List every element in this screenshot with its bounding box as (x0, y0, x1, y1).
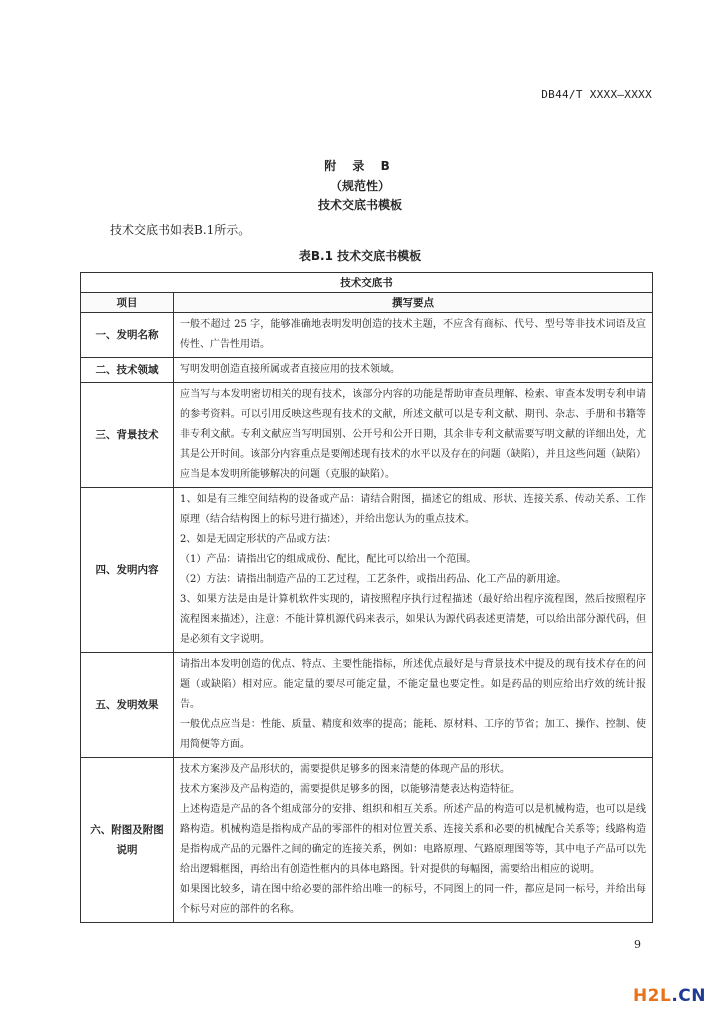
document-code: DB44/T XXXX—XXXX (541, 88, 652, 101)
row-writing-points (174, 313, 653, 358)
disclosure-template-table (80, 272, 653, 923)
writing-point-paragraph: 一般优点应当是：性能、质量、精度和效率的提高；能耗、原材料、工序的节省；加工、操作、控制、使用简便等方面。 (180, 719, 646, 750)
row-item-label: 二、技术领域 (81, 358, 174, 383)
table-row (81, 758, 653, 923)
table-row (81, 488, 653, 653)
table-row (81, 358, 653, 383)
row-item-label: 五、发明效果 (81, 653, 174, 758)
row-writing-points (174, 358, 653, 383)
site-watermark-logo (633, 986, 706, 1006)
writing-point-paragraph: （1）产品：请指出它的组成成份、配比，配比可以给出一个范围。 (180, 554, 477, 565)
row-writing-points (174, 488, 653, 653)
row-item-label: 四、发明内容 (81, 488, 174, 653)
writing-point-paragraph: 上述构造是产品的各个组成部分的安排、组织和相互关系。所述产品的构造可以是机械构造，也可以是线路构造。机械构造是指构成产品的零部件的相对位置关系、连接关系和必要的机械配合关系等；线路构造是指构成产品的元器件之间的确定的连接关系，例如：电路原理、气路原理图等等，其中电子产品可以先给出逻辑框图，再给出有创造性框内的具体电路图。针对提供的每幅图，需要给出相应的说明。 (180, 804, 646, 875)
table-row (81, 313, 653, 358)
table-row (81, 383, 653, 488)
writing-point-paragraph: 3、如果方法是由是计算机软件实现的，请按照程序执行过程描述（最好给出程序流程图，然后按照程序流程图来描述），注意：不能计算机源代码来表示，如果认为源代码表述更清楚，可以给出部分源代码，但是必须有文字说明。 (180, 594, 646, 645)
table-row (81, 653, 653, 758)
writing-point-paragraph: （2）方法：请指出制造产品的工艺过程，工艺条件，或指出药品、化工产品的新用途。 (180, 574, 567, 585)
writing-point-paragraph: 一般不超过 25 字，能够准确地表明发明创造的技术主题，不应含有商标、代号、型号等非技术词语及宣传性、广告性用语。 (180, 319, 646, 350)
writing-point-paragraph: 如果图比较多，请在图中给必要的部件给出唯一的标号，不同图上的同一件，都应是同一标号，并给出每个标号对应的部件的名称。 (180, 884, 646, 915)
table-body (81, 313, 653, 923)
row-writing-points (174, 383, 653, 488)
writing-point-paragraph: 2、如是无固定形状的产品或方法： (180, 534, 337, 545)
appendix-nature: （规范性） (329, 179, 390, 193)
watermark-part-b: .CN (671, 986, 706, 1006)
table-header-row (81, 293, 653, 313)
row-item-label: 三、背景技术 (81, 383, 174, 488)
row-item-label: 六、附图及附图说明 (81, 758, 174, 923)
writing-point-paragraph: 技术方案涉及产品形状的，需要提供足够多的图来清楚的体现产品的形状。 (180, 764, 510, 775)
table-title-row (81, 273, 653, 293)
row-writing-points (174, 653, 653, 758)
row-writing-points (174, 758, 653, 923)
appendix-name: 技术交底书模板 (317, 198, 402, 212)
writing-point-paragraph: 请指出本发明创造的优点、特点、主要性能指标，所述优点最好是与背景技术中提及的现有技术存在的问题（或缺陷）相对应。能定量的要尽可能定量，不能定量也要定性。如是药品的则应给出疗效的统计报告。 (180, 659, 646, 710)
watermark-part-a: H2L (632, 986, 672, 1006)
writing-point-paragraph: 写明发明创造直接所属或者直接应用的技术领域。 (180, 364, 400, 375)
writing-point-paragraph: 1、如是有三维空间结构的设备或产品：请结合附图，描述它的组成、形状、连接关系、传动关系、工作原理（结合结构图上的标号进行描述），并给出您认为的重点技术。 (180, 494, 646, 525)
table-title: 技术交底书 (81, 273, 653, 293)
intro-text: 技术交底书如表B.1所示。 (110, 223, 251, 237)
row-item-label: 一、发明名称 (81, 313, 174, 358)
appendix-title: 附 录 B (324, 159, 396, 173)
column-header-item: 项目 (81, 293, 174, 313)
page-number: 9 (634, 938, 641, 951)
writing-point-paragraph: 技术方案涉及产品构造的，需要提供足够多的图，以能够清楚表达构造特征。 (180, 784, 520, 795)
table-caption: 表B.1 技术交底书模板 (298, 249, 422, 263)
writing-point-paragraph: 应当写与本发明密切相关的现有技术，该部分内容的功能是帮助审查员理解、检索、审查本发明专利申请的参考资料。可以引用反映这些现有技术的文献，所述文献可以是专利文献、期刊、杂志、手册和书籍等非专利文献。专利文献应当写明国别、公开号和公开日期，其余非专利文献需要写明文献的详细出处，尤其是公开时间。该部分内容重点是要阐述现有技术的水平以及存在的问题（缺陷），并且这些问题（缺陷）应当是本发明所能够解决的问题（克服的缺陷）。 (180, 389, 646, 480)
column-header-points: 撰写要点 (174, 293, 653, 313)
